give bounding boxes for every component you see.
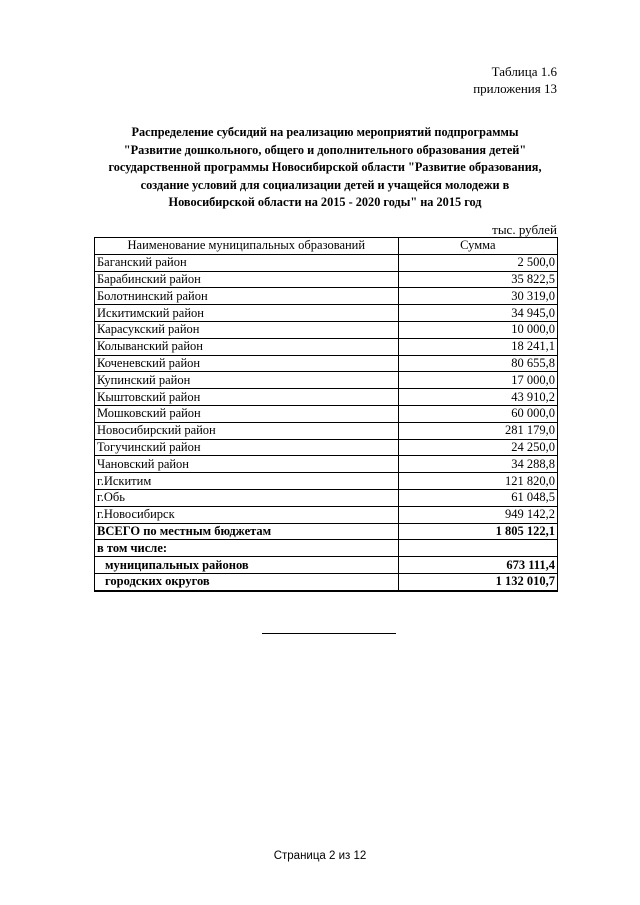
title-line: создание условий для социализации детей и учащейся молодежи в — [140, 177, 510, 192]
table-row — [95, 389, 558, 406]
subsidy-amount: 18 241,1 — [398, 338, 557, 355]
including-amount — [398, 540, 557, 557]
municipality-name: Кыштовский район — [95, 389, 399, 406]
subsidy-amount: 949 142,2 — [398, 506, 557, 523]
municipality-name: Новосибирский район — [95, 422, 399, 439]
municipality-name: Болотнинский район — [95, 288, 399, 305]
table-row — [95, 405, 558, 422]
table-row — [95, 338, 558, 355]
subtotal-label: муниципальных районов — [95, 557, 399, 574]
separator-line — [262, 633, 396, 634]
subsidy-amount: 121 820,0 — [398, 473, 557, 490]
subtotal-row — [95, 573, 558, 590]
municipality-name: г.Обь — [95, 489, 399, 506]
subsidy-amount: 281 179,0 — [398, 422, 557, 439]
title-line: "Развитие дошкольного, общего и дополнительного образования детей" — [123, 142, 527, 157]
table-row — [95, 456, 558, 473]
municipality-name: Баганский район — [95, 254, 399, 271]
municipality-name: Купинский район — [95, 372, 399, 389]
subsidy-amount: 2 500,0 — [398, 254, 557, 271]
subsidy-amount: 80 655,8 — [398, 355, 557, 372]
table-row — [95, 305, 558, 322]
municipality-name: г.Новосибирск — [95, 506, 399, 523]
table-number: Таблица 1.6 — [491, 64, 557, 79]
subsidy-amount: 17 000,0 — [398, 372, 557, 389]
table-row — [95, 288, 558, 305]
table-row — [95, 355, 558, 372]
subsidy-amount: 34 288,8 — [398, 456, 557, 473]
total-amount: 1 805 122,1 — [398, 523, 557, 540]
table-row — [95, 489, 558, 506]
title-line: Новосибирской области на 2015 - 2020 годы" на 2015 год — [168, 195, 482, 210]
table-row — [95, 271, 558, 288]
total-row — [95, 523, 558, 540]
subsidy-amount: 10 000,0 — [398, 321, 557, 338]
subsidy-amount: 61 048,5 — [398, 489, 557, 506]
subtotal-amount: 1 132 010,7 — [398, 573, 557, 590]
table-row — [95, 506, 558, 523]
column-header-sum: Сумма — [398, 238, 557, 255]
subsidy-table — [94, 237, 558, 592]
subsidy-amount: 24 250,0 — [398, 439, 557, 456]
subsidy-amount: 30 319,0 — [398, 288, 557, 305]
subtotal-label: городских округов — [95, 573, 399, 590]
table-reference — [473, 63, 557, 97]
municipality-name: Чановский район — [95, 456, 399, 473]
including-row — [95, 540, 558, 557]
including-label: в том числе: — [95, 540, 399, 557]
municipality-name: Коченевский район — [95, 355, 399, 372]
appendix-number: приложения 13 — [473, 81, 557, 96]
subtotal-amount: 673 111,4 — [398, 557, 557, 574]
table-row — [95, 473, 558, 490]
table-row — [95, 321, 558, 338]
subsidy-amount: 35 822,5 — [398, 271, 557, 288]
table-header-row — [95, 238, 558, 255]
table-row — [95, 254, 558, 271]
document-title — [90, 124, 560, 212]
table-row — [95, 372, 558, 389]
municipality-name: Тогучинский район — [95, 439, 399, 456]
subsidy-amount: 34 945,0 — [398, 305, 557, 322]
municipality-name: Искитимский район — [95, 305, 399, 322]
subsidy-amount: 43 910,2 — [398, 389, 557, 406]
title-line: государственной программы Новосибирской области "Развитие образования, — [108, 160, 542, 175]
page-number: Страница 2 из 12 — [273, 850, 367, 862]
municipality-name: Колыванский район — [95, 338, 399, 355]
total-label: ВСЕГО по местным бюджетам — [95, 523, 399, 540]
municipality-name: г.Искитим — [95, 473, 399, 490]
column-header-name: Наименование муниципальных образований — [95, 238, 399, 255]
table-row — [95, 439, 558, 456]
units-label: тыс. рублей — [492, 222, 557, 237]
subsidy-amount: 60 000,0 — [398, 405, 557, 422]
municipality-name: Мошковский район — [95, 405, 399, 422]
subtotal-row — [95, 557, 558, 574]
table-row — [95, 422, 558, 439]
municipality-name: Барабинский район — [95, 271, 399, 288]
title-line: Распределение субсидий на реализацию мероприятий подпрограммы — [131, 125, 519, 139]
municipality-name: Карасукский район — [95, 321, 399, 338]
